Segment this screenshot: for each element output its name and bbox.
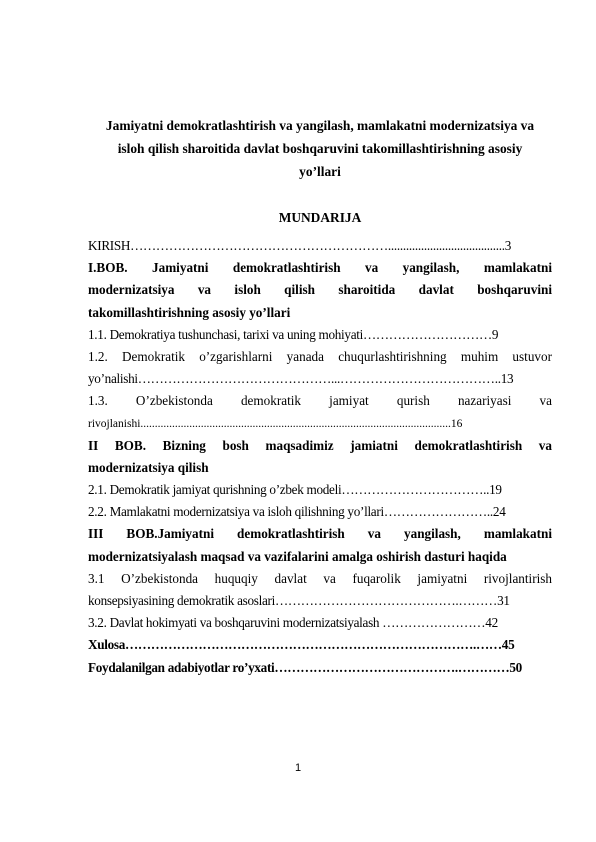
- toc-heading: MUNDARIJA: [278, 210, 362, 225]
- toc-entry-1-1: 1.1. Demokratiya tushunchasi, tarixi va uning mohiyati…………………………9: [88, 326, 499, 342]
- toc-entry-2-2: 2.2. Mamlakatni modernizatsiya va isloh qilishning yo’llari……………………..24: [88, 504, 506, 520]
- toc-entry-3-2: 3.2. Davlat hokimyati va boshqaruvini modernizatsiyalash ……………………42: [88, 615, 498, 631]
- toc-entry-3-1-line-1: 3.1 O’zbekistonda huquqiy davlat va fuqarolik jamiyatni rivojlantirish: [88, 570, 552, 586]
- toc-entry-1-3-line-2: rivojlanishi............................................................................................................16: [88, 417, 463, 430]
- table-of-contents: [88, 235, 552, 679]
- title-line-2: isloh qilish sharoitida davlat boshqaruvini takomillashtirishning asosiy: [117, 141, 523, 156]
- title-line-1: Jamiyatni demokratlashtirish va yangilash, mamlakatni modernizatsiya va: [105, 118, 535, 133]
- document-title: [88, 114, 552, 183]
- toc-chapter-3-line-1: III BOB.Jamiyatni demokratlashtirish va yangilash, mamlakatni: [88, 526, 552, 542]
- toc-entry-3-1-line-2: konsepsiyasining demokratik asoslari…………………………………….………31: [88, 593, 510, 608]
- toc-entry-1-2-line-2: yo’nalishi………………………………………...………………………………..13: [88, 371, 514, 387]
- toc-chapter-2-line-2: modernizatsiya qilish: [88, 459, 209, 475]
- toc-chapter-1-line-2: modernizatsiya va isloh qilish sharoitida davlat boshqaruvini: [88, 282, 552, 298]
- toc-chapter-1-line-3: takomillashtirishning asosiy yo’llari: [88, 304, 291, 320]
- toc-chapter-3-line-2: modernizatsiyalash maqsad va vazifalarini amalga oshirish dasturi haqida: [88, 548, 507, 564]
- toc-entry-bibliography: Foydalanilgan adabiyotlar ro’yxati…………………………………….…………50: [88, 659, 522, 675]
- title-line-3: yo’llari: [299, 164, 341, 179]
- toc-entry-1-2-line-1: 1.2. Demokratik o’zgarishlarni yanada chuqurlashtirishning muhim ustuvor: [88, 348, 552, 364]
- toc-chapter-1-line-1: I.BOB. Jamiyatni demokratlashtirish va yangilash, mamlakatni: [88, 260, 552, 276]
- toc-entry-1-3-line-1: 1.3. O’zbekistonda demokratik jamiyat qurish nazariyasi va: [88, 393, 552, 409]
- toc-entry-kirish: KIRISH…………………………………………………….......................................3: [88, 238, 512, 253]
- toc-entry-2-1: 2.1. Demokratik jamiyat qurishning o’zbek modeli……………………………..19: [88, 482, 502, 498]
- toc-entry-xulosa: Xulosa……………………………………………………………………….……45: [88, 637, 515, 653]
- toc-chapter-2-line-1: II BOB. Bizning bosh maqsadimiz jamiatni demokratlashtirish va: [88, 437, 552, 453]
- page-number: 1: [294, 762, 302, 774]
